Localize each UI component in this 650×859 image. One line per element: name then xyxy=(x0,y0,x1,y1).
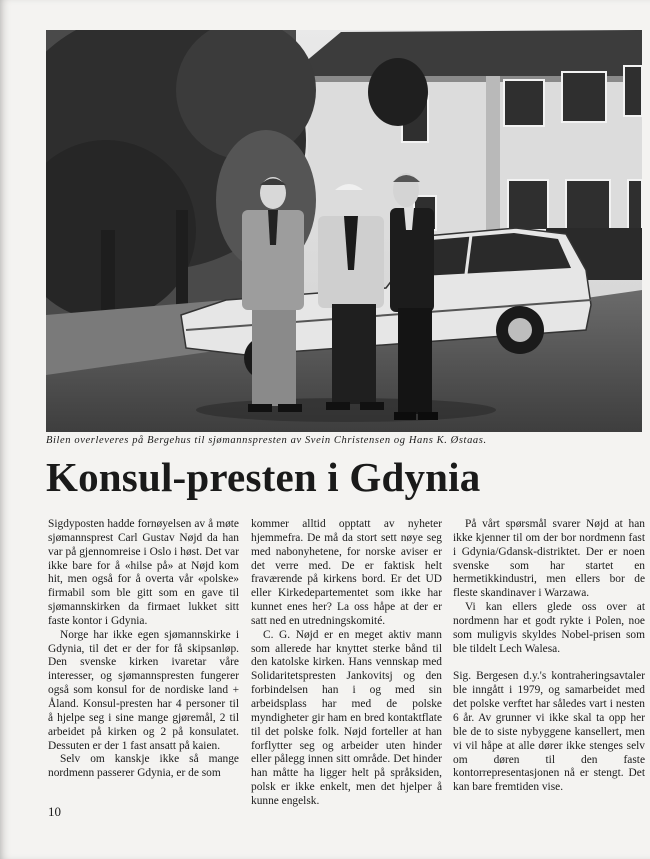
page-number: 10 xyxy=(48,804,61,819)
paragraph: kommer alltid opptatt av nyheter hjemmefra. De må da stort sett nøye seg med nabonyhetene, for norske aviser er det verre med. De er faktisk helt fraværende på kirkens bord. Er det UD eller Kirkedepartementet som ikke har kunnet enes her? La oss håpe at der er satt ned en utredningskomité. xyxy=(251,518,442,627)
article-headline: Konsul-presten i Gdynia xyxy=(46,454,481,500)
article-column-2 xyxy=(251,518,442,809)
paragraph: Sigdyposten hadde fornøyelsen av å møte sjømannsprest Carl Gustav Nøjd da han var på gjennomreise i Oslo i høst. Det var ikke bare for å «hilse på» at Nøjd kom hit, men også for å overta vår «polske» firmabil som ble gitt som en gave til sjømannskirken da firmaet lukket sitt faste kontor i Gdynia. xyxy=(48,518,239,627)
photo-illustration xyxy=(46,30,642,432)
paragraph: Vi kan ellers glede oss over at nordmenn har et godt rykte i Polen, noe som muligvis skyldes Nobel-prisen som ble tildelt Lech Walesa. xyxy=(453,601,645,655)
article-photo xyxy=(46,30,642,432)
article-column-1 xyxy=(48,518,239,781)
paragraph: Selv om kanskje ikke så mange nordmenn passerer Gdynia, er de som xyxy=(48,753,239,780)
paragraph: Norge har ikke egen sjømannskirke i Gdynia, til det er der for få skipsanløp. Den svenske kirken ivaretar våre interesser, og sjømannspresten fungerer også som konsul for de nordiske land + Åland. Konsul-presten har 4 personer til å hjelpe seg i sine mange gjøremål, 2 til arbeidet på kirken og 2 på konsulatet. Dessuten er der 1 fast ansatt på kaien. xyxy=(48,628,239,752)
paragraph: På vårt spørsmål svarer Nøjd at han ikke kjenner til om der bor nordmenn fast i Gdynia/Gdansk-distriktet. Der er noen svenske som har startet en hermetikkindustri, men ellers bor de fleste skandinaver i Warzawa. xyxy=(453,518,645,600)
paragraph: Sig. Bergesen d.y.'s kontraheringsavtaler ble inngått i 1979, og samarbeidet med det polske verftet har således vart i nesten 6 år. Av grunner vi ikke skal ta opp her ble de to siste nybyggene kansellert, men vi vil håpe at alle dører ikke stenges selv om døren til den faste kontorrepresentasjonen nå er stengt. Det kan bare fremtiden vise. xyxy=(453,670,645,794)
paragraph: C. G. Nøjd er en meget aktiv mann som allerede har knyttet sterke bånd til den katolske kirken. Hans vennskap med Solidaritetspresten Jankovitsj og den forbindelsen han i og med sin arbeidsplass har med de polske myndigheter gir ham en bred kontaktflate til det polske folk. Nøjd forteller at han forflytter seg og arbeider uten hinder eller pålegg innen sitt område. Det hinder han måtte ha ligger helt på språksiden, polsk er ikke enkelt, men det hjelper å kunne engelsk. xyxy=(251,628,442,807)
photo-caption: Bilen overleveres på Bergehus til sjømannspresten av Svein Christensen og Hans K. Østaas. xyxy=(46,435,487,446)
article-column-3 xyxy=(453,518,645,795)
